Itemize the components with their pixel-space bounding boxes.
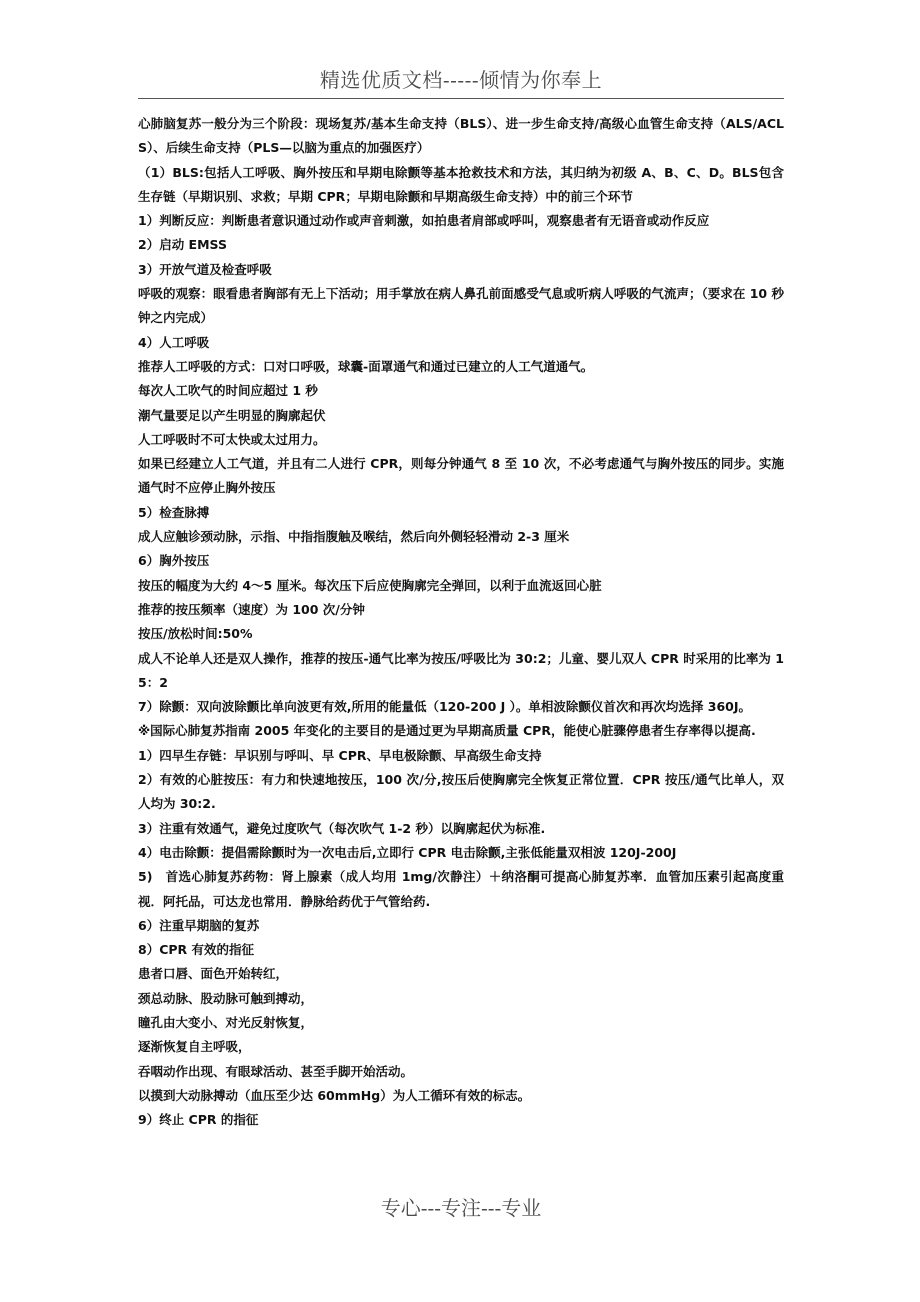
body-paragraph: 2）启动 EMSS <box>138 237 227 253</box>
body-paragraph: 如果已经建立人工气道，并且有二人进行 CPR，则每分钟通气 8 至 10 次，不必考虑通气与胸外按压的同步。实施通气时不应停止胸外按压 <box>138 456 784 496</box>
body-paragraph: 人工呼吸时不可太快或太过用力。 <box>138 431 326 447</box>
body-paragraph: 按压/放松时间:50% <box>138 626 253 642</box>
body-paragraph: 吞咽动作出现、有眼球活动、甚至手脚开始活动。 <box>138 1063 414 1079</box>
body-paragraph: 9）终止 CPR 的指征 <box>138 1112 259 1128</box>
document-body <box>138 112 784 1132</box>
body-paragraph: 呼吸的观察：眼看患者胸部有无上下活动；用手掌放在病人鼻孔前面感受气息或听病人呼吸的气流声；（要求在 10 秒钟之内完成） <box>138 286 784 326</box>
body-paragraph: ※国际心肺复苏指南 2005 年变化的主要目的是通过更为早期高质量 CPR，能使心脏骤停患者生存率得以提高. <box>138 723 756 739</box>
body-paragraph: 患者口唇、面色开始转红， <box>138 966 289 982</box>
body-paragraph: 成人应触诊颈动脉，示指、中指指腹触及喉结，然后向外侧轻轻滑动 2-3 厘米 <box>138 529 570 545</box>
body-paragraph: 8）CPR 有效的指征 <box>138 942 255 958</box>
body-paragraph: 心肺脑复苏一般分为三个阶段：现场复苏/基本生命支持（BLS）、进一步生命支持/高级心血管生命支持（ALS/ACLS）、后续生命支持（PLS—以脑为重点的加强医疗） <box>138 116 784 156</box>
header-divider <box>138 98 784 99</box>
body-paragraph: 颈总动脉、股动脉可触到搏动， <box>138 990 314 1006</box>
body-paragraph: 4）人工呼吸 <box>138 334 210 350</box>
body-paragraph: 推荐的按压频率（速度）为 100 次/分钟 <box>138 601 365 617</box>
body-paragraph: 成人不论单人还是双人操作，推荐的按压-通气比率为按压/呼吸比为 30:2；儿童、婴儿双人 CPR 时采用的比率为 15：2 <box>138 650 784 690</box>
body-paragraph: 3）开放气道及检查呼吸 <box>138 261 272 277</box>
body-paragraph: 逐渐恢复自主呼吸， <box>138 1039 251 1055</box>
body-paragraph: 1）四早生存链：早识别与呼叫、早 CPR、早电极除颤、早高级生命支持 <box>138 747 542 763</box>
page-footer-text: 专心---专注---专业 <box>380 1196 542 1220</box>
body-paragraph: 4）电击除颤：提倡需除颤时为一次电击后,立即行 CPR 电击除颤,主张低能量双相波 120J-200J <box>138 844 677 860</box>
body-paragraph: 2）有效的心脏按压：有力和快速地按压，100 次/分,按压后使胸廓完全恢复正常位置．CPR 按压/通气比单人，双人均为 30:2. <box>138 772 784 812</box>
body-paragraph: 每次人工吹气的时间应超过 1 秒 <box>138 383 318 399</box>
body-paragraph: 6）注重早期脑的复苏 <box>138 917 260 933</box>
body-paragraph: 潮气量要足以产生明显的胸廓起伏 <box>138 407 326 423</box>
body-paragraph: 1）判断反应：判断患者意识通过动作或声音刺激，如拍患者肩部或呼叫，观察患者有无语音或动作反应 <box>138 213 710 229</box>
page-header-title: 精选优质文档-----倾情为你奉上 <box>319 68 603 92</box>
body-paragraph: 按压的幅度为大约 4～5 厘米。每次压下后应使胸廓完全弹回，以利于血流返回心脏 <box>138 577 602 593</box>
body-paragraph: 推荐人工呼吸的方式：口对口呼吸，球囊-面罩通气和通过已建立的人工气道通气。 <box>138 358 594 374</box>
body-paragraph: 7）除颤：双向波除颤比单向波更有效,所用的能量低（120-200 J ）。单相波除颤仪首次和再次均选择 360J。 <box>138 699 752 715</box>
body-paragraph: 以摸到大动脉搏动（血压至少达 60mmHg）为人工循环有效的标志。 <box>138 1087 531 1103</box>
body-paragraph: 6）胸外按压 <box>138 553 210 569</box>
body-paragraph: （1）BLS:包括人工呼吸、胸外按压和早期电除颤等基本抢救技术和方法，其归纳为初级 A、B、C、D。BLS包含生存链（早期识别、求救；早期 CPR；早期电除颤和早期高级生命支持）中的前三个环节 <box>138 164 784 204</box>
body-paragraph: 5）检查脉搏 <box>138 504 210 520</box>
body-paragraph: 3）注重有效通气，避免过度吹气（每次吹气 1-2 秒）以胸廓起伏为标准. <box>138 820 546 836</box>
body-paragraph: 瞳孔由大变小、对光反射恢复， <box>138 1014 314 1030</box>
body-paragraph: 5) 首选心肺复苏药物：肾上腺素（成人均用 1mg/次静注）＋纳洛酮可提高心肺复苏率．血管加压素引起高度重视．阿托品，可达龙也常用．静脉给药优于气管给药. <box>138 869 784 909</box>
